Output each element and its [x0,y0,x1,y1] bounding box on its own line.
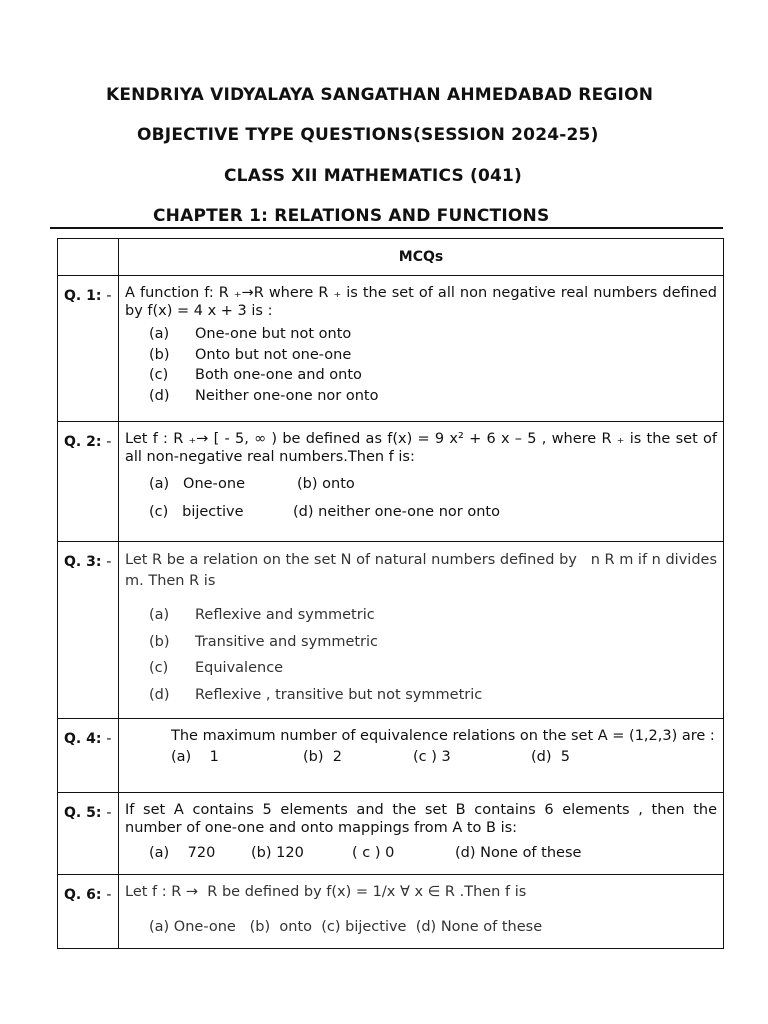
question-number-5 [58,793,119,875]
q2-stem: Let f : R ₊→ [ - 5, ∞ ) be defined as f(x) = 9 x² + 6 x – 5 , where R ₊ is the set of all non-negative real numbers.Then f is: [125,431,717,465]
question-body-2 [119,422,724,542]
q5-label: Q. 5: [64,805,102,821]
question-number-4 [58,719,119,793]
q2-option-d: (d) neither one-one nor onto [293,504,500,520]
q1-option-a-text: One-one but not onto [195,326,352,343]
header-session: OBJECTIVE TYPE QUESTIONS(SESSION 2024-25) [137,125,599,145]
question-body-5 [119,793,724,875]
question-body-1 [119,276,724,422]
question-body-4 [119,719,724,793]
q2-option-a: (a) One-one [149,476,246,492]
q3-option-b-key: (b) [149,633,170,650]
q2-option-c: (c) bijective [149,504,244,520]
question-number-6 [58,875,119,949]
q1-dash: - [106,288,112,304]
q4-option-d: (d) 5 [531,749,570,765]
q5-dash: - [106,805,112,821]
q3-option-d [149,682,723,709]
q1-label: Q. 1: [64,288,102,304]
q1-option-d-text: Neither one-one nor onto [195,387,379,404]
heading-cell [119,239,724,276]
q4-option-c: (c ) 3 [413,749,451,765]
heading-blank-cell [58,239,119,276]
q1-option-a-key: (a) [149,326,170,343]
q4-stem: The maximum number of equivalence relations on the set A = (1,2,3) are : [171,728,715,744]
q3-option-c [149,655,723,682]
q2-option-b: (b) onto [297,476,355,492]
q1-stem: A function f: R ₊→R where R ₊ is the set of all non negative real numbers defined by f(x) = 4 x + 3 is : [125,285,717,319]
q3-option-d-text: Reflexive , transitive but not symmetric [195,686,483,703]
question-row-3 [58,542,724,719]
q4-dash: - [106,731,112,747]
q1-option-b-key: (b) [149,346,170,363]
q2-label: Q. 2: [64,434,102,450]
q5-options [119,841,723,861]
q1-option-c-text: Both one-one and onto [195,367,362,384]
question-number-3 [58,542,119,719]
q1-options [119,324,723,416]
question-row-1 [58,276,724,422]
mcq-table [57,238,724,949]
q2-dash: - [106,434,112,450]
question-row-2 [58,422,724,542]
question-row-5 [58,793,724,875]
q3-option-a-key: (a) [149,607,170,624]
question-row-4 [58,719,724,793]
q3-option-d-key: (d) [149,686,170,703]
q1-option-a [149,324,723,345]
table-heading-row [58,239,724,276]
q3-dash: - [106,554,112,570]
question-row-6 [58,875,724,949]
q3-option-b [149,629,723,656]
q6-dash: - [106,887,112,903]
q3-option-b-text: Transitive and symmetric [195,633,379,650]
q2-options-row-2 [119,498,723,526]
question-body-3 [119,542,724,719]
q2-options-row-1 [119,470,723,498]
header-divider [50,227,723,229]
q3-option-c-text: Equivalence [195,660,284,677]
question-number-2 [58,422,119,542]
q4-option-a: (a) 1 [171,749,219,765]
q1-option-c-key: (c) [149,367,169,384]
q4-label: Q. 4: [64,731,102,747]
q6-options: (a) One-one (b) onto (c) bijective (d) None of these [149,919,543,935]
mcqs-heading: MCQs [398,249,444,265]
q5-option-b: (b) 120 [251,845,304,861]
header-region: KENDRIYA VIDYALAYA SANGATHAN AHMEDABAD REGION [106,85,654,105]
q3-option-a-text: Reflexive and symmetric [195,607,375,624]
q1-option-c [149,365,723,386]
q3-option-c-key: (c) [149,660,169,677]
question-body-6 [119,875,724,949]
q3-option-a [149,602,723,629]
header-chapter: CHAPTER 1: RELATIONS AND FUNCTIONS [153,206,550,226]
q4-option-b: (b) 2 [303,749,342,765]
q3-stem: Let R be a relation on the set N of natural numbers defined by n R m if n divides m. Then R is [125,552,722,589]
q1-option-b-text: Onto but not one-one [195,346,352,363]
q5-stem: If set A contains 5 elements and the set B contains 6 elements , then the number of one-one and onto mappings from A to B is: [125,802,717,836]
q4-options [119,749,723,765]
question-number-1 [58,276,119,422]
q1-option-d [149,386,723,407]
q1-option-b [149,345,723,366]
q5-option-d: (d) None of these [455,845,582,861]
q5-option-a: (a) 720 [149,845,216,861]
q1-option-d-key: (d) [149,387,170,404]
q3-label: Q. 3: [64,554,102,570]
header-class: CLASS XII MATHEMATICS (041) [224,166,523,186]
q6-stem: Let f : R → R be defined by f(x) = 1/x ∀ x ∈ R .Then f is [125,884,527,900]
q5-option-c: ( c ) 0 [352,845,395,861]
q6-label: Q. 6: [64,887,102,903]
q3-options [119,596,723,718]
